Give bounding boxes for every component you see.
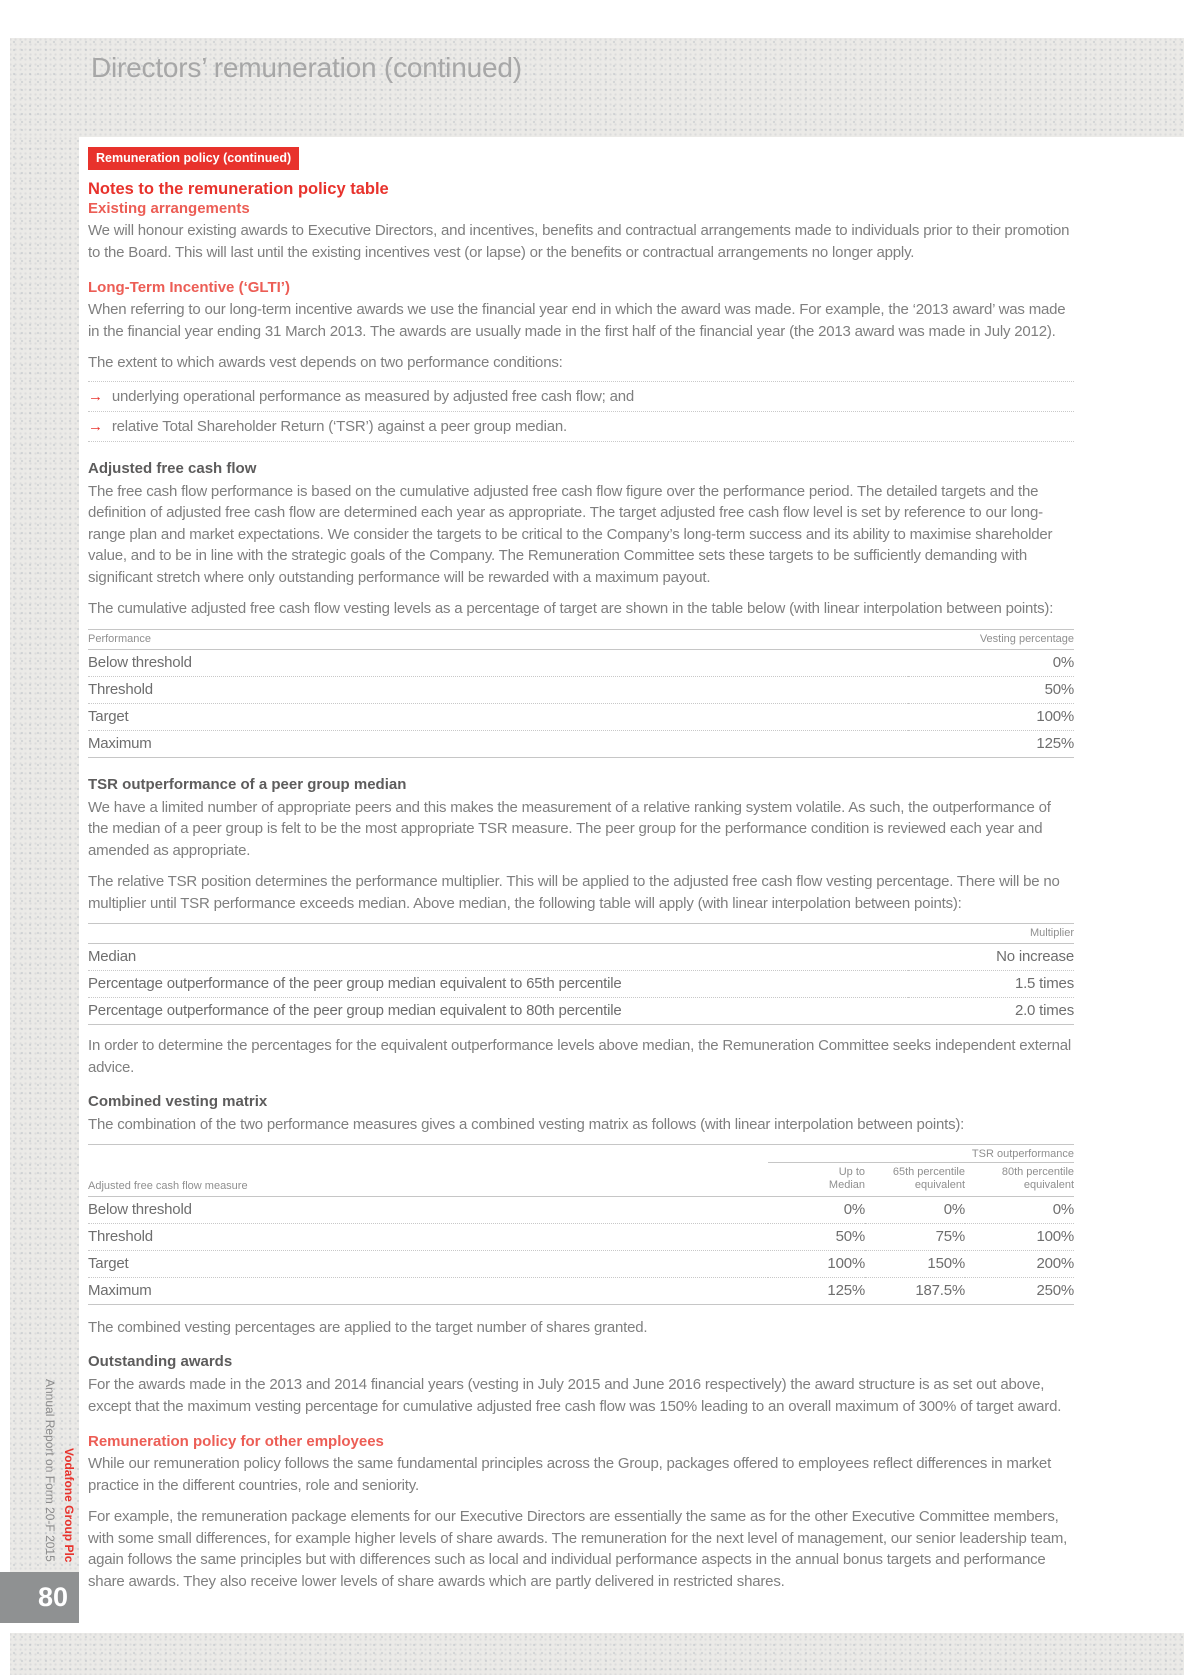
table-row bbox=[88, 1223, 1074, 1250]
arrow-bullet-icon: → bbox=[88, 387, 103, 405]
cell-value: 150% bbox=[865, 1250, 965, 1277]
bullet-text: relative Total Shareholder Return (‘TSR’) against a peer group median. bbox=[111, 417, 567, 435]
arrow-bullet-icon: → bbox=[88, 417, 103, 435]
other-employees-heading: Remuneration policy for other employees bbox=[88, 1433, 384, 1450]
list-item bbox=[88, 411, 1074, 442]
column-header: Performance bbox=[88, 629, 908, 649]
existing-arrangements-paragraph: We will honour existing awards to Executive Directors, and incentives, benefits and contractual arrangements made to individuals prior to their promotion to the Board. This will last until the existing incentives vest (or lapse) or the benefits or contractual arrangements no longer apply. bbox=[88, 222, 1070, 261]
cell-value: 0% bbox=[865, 1196, 965, 1223]
row-label: Maximum bbox=[88, 730, 908, 757]
column-header bbox=[865, 1162, 965, 1196]
table-row bbox=[88, 676, 1074, 703]
cell-value: 100% bbox=[768, 1250, 865, 1277]
table-row bbox=[88, 730, 1074, 757]
column-header-line: equivalent bbox=[914, 1178, 965, 1191]
table-row bbox=[88, 649, 1074, 676]
outstanding-awards-heading: Outstanding awards bbox=[88, 1353, 233, 1370]
content-panel bbox=[79, 137, 1184, 1633]
column-header bbox=[88, 924, 908, 944]
cell-value: 187.5% bbox=[865, 1277, 965, 1304]
empty-cell bbox=[88, 1144, 768, 1162]
row-label: Threshold bbox=[88, 676, 908, 703]
row-label: Percentage outperformance of the peer group median equivalent to 80th percentile bbox=[88, 998, 908, 1025]
column-header-line: 80th percentile bbox=[1001, 1165, 1075, 1178]
row-value: 125% bbox=[908, 730, 1074, 757]
table-row bbox=[88, 703, 1074, 730]
row-value: 100% bbox=[908, 703, 1074, 730]
tsr-paragraph-1: We have a limited number of appropriate peers and this makes the measurement of a relative ranking system volatile. As such, the outperformance of the median of a peer group is felt to be the most appropriate TSR measure. The peer group for the performance condition is reviewed each year and amended as appropriate. bbox=[88, 798, 1051, 859]
table-header-row bbox=[88, 924, 1074, 944]
notes-title: Notes to the remuneration policy table bbox=[88, 180, 389, 198]
cell-value: 200% bbox=[965, 1250, 1074, 1277]
page-background-left-margin bbox=[10, 137, 79, 1572]
cell-value: 125% bbox=[768, 1277, 865, 1304]
matrix-heading: Combined vesting matrix bbox=[88, 1093, 268, 1110]
page-background-bottom bbox=[10, 1633, 1184, 1675]
row-value: 50% bbox=[908, 676, 1074, 703]
other-employees-paragraph-2: For example, the remuneration package elements for our Executive Directors are essentially the same as for the other Executive Committee members, with some small differences, for example higher levels of share awards. The remuneration for the next level of management, our senior leadership team, again follows the same principles but with differences such as local and individual performance aspects in the annual bonus targets and performance share awards. They also receive lower levels of share awards which are partly delivered in restricted shares. bbox=[88, 1508, 1068, 1590]
vesting-percentage-table bbox=[88, 629, 1074, 758]
row-value: No increase bbox=[908, 944, 1074, 971]
section-badge: Remuneration policy (continued) bbox=[88, 147, 299, 170]
cell-value: 100% bbox=[965, 1223, 1074, 1250]
column-header: Multiplier bbox=[908, 924, 1074, 944]
glti-heading: Long-Term Incentive (‘GLTI’) bbox=[88, 279, 290, 296]
row-value: 1.5 times bbox=[908, 971, 1074, 998]
table-header-row bbox=[88, 629, 1074, 649]
tsr-paragraph-2: The relative TSR position determines the performance multiplier. This will be applied to the adjusted free cash flow vesting percentage. There will be no multiplier until TSR performance exceeds median. Above median, the following table will apply (with linear interpolation between points): bbox=[88, 873, 1060, 912]
outstanding-awards-paragraph: For the awards made in the 2013 and 2014 financial years (vesting in July 2015 and June 2016 respectively) the award structure is as set out above, except that the maximum vesting percentage for cumulative adjusted free cash flow was 150% leading to an overall maximum of 300% of target award. bbox=[88, 1376, 1062, 1415]
glti-paragraph-1: When referring to our long-term incentive awards we use the financial year end in which the award was made. For example, the ‘2013 award’ was made in the financial year ending 31 March 2013. The awards are usually made in the first half of the financial year (the 2013 award was made in July 2012). bbox=[88, 301, 1066, 340]
column-header: Vesting percentage bbox=[908, 629, 1074, 649]
row-label: Below threshold bbox=[88, 1196, 768, 1223]
column-header bbox=[965, 1162, 1074, 1196]
tsr-paragraph-3: In order to determine the percentages for the equivalent outperformance levels above median, the Remuneration Committee seeks independent external advice. bbox=[88, 1037, 1072, 1076]
cell-value: 0% bbox=[965, 1196, 1074, 1223]
other-employees-paragraph-1: While our remuneration policy follows the same fundamental principles across the Group, packages offered to employees reflect differences in market practice in the different countries, role and seniority. bbox=[88, 1455, 1052, 1494]
table-row bbox=[88, 1277, 1074, 1304]
glti-paragraph-2: The extent to which awards vest depends on two performance conditions: bbox=[88, 354, 563, 371]
content-column bbox=[88, 147, 1074, 1592]
afcf-paragraph-2: The cumulative adjusted free cash flow vesting levels as a percentage of target are shown in the table below (with linear interpolation between points): bbox=[88, 600, 1054, 617]
column-header-line: equivalent bbox=[1023, 1178, 1075, 1191]
performance-conditions-list bbox=[88, 381, 1074, 442]
tsr-heading: TSR outperformance of a peer group median bbox=[88, 775, 407, 793]
table-row bbox=[88, 1250, 1074, 1277]
page-title: Directors’ remuneration (continued) bbox=[91, 52, 522, 83]
combined-vesting-matrix-table bbox=[88, 1144, 1074, 1305]
cell-value: 50% bbox=[768, 1223, 865, 1250]
cell-value: 0% bbox=[768, 1196, 865, 1223]
table-header-row bbox=[88, 1162, 1074, 1196]
existing-arrangements-heading: Existing arrangements bbox=[88, 200, 250, 217]
row-label: Percentage outperformance of the peer group median equivalent to 65th percentile bbox=[88, 971, 908, 998]
column-header-line: Up to bbox=[838, 1165, 865, 1178]
row-label: Target bbox=[88, 1250, 768, 1277]
group-header: TSR outperformance bbox=[768, 1144, 1074, 1162]
sidebar-report-title: Annual Report on Form 20-F 2015 bbox=[43, 1379, 57, 1562]
row-label: Threshold bbox=[88, 1223, 768, 1250]
table-row bbox=[88, 944, 1074, 971]
sidebar-spine-text bbox=[36, 1376, 78, 1562]
sidebar-brand: Vodafone Group Plc bbox=[62, 1447, 76, 1562]
table-row bbox=[88, 1196, 1074, 1223]
column-header-line: Median bbox=[828, 1178, 865, 1191]
page-number-badge: 80 bbox=[0, 1572, 79, 1623]
table-group-header-row bbox=[88, 1144, 1074, 1162]
afcf-paragraph-1: The free cash flow performance is based on the cumulative adjusted free cash flow figure over the performance period. The detailed targets and the definition of adjusted free cash flow are determined each year as appropriate. The target adjusted free cash flow level is set by reference to our long-range plan and market expectations. We consider the targets to be critical to the Company’s long-term success and its ability to maximise shareholder value, and to be in line with the strategic goals of the Company. The Remuneration Committee sets these targets to be sufficiently demanding with significant stretch where only outstanding performance will be rewarded with a maximum payout. bbox=[88, 482, 1053, 586]
afcf-heading: Adjusted free cash flow bbox=[88, 459, 257, 477]
cell-value: 250% bbox=[965, 1277, 1074, 1304]
bullet-text: underlying operational performance as measured by adjusted free cash flow; and bbox=[111, 387, 635, 405]
row-label: Maximum bbox=[88, 1277, 768, 1304]
row-header-label: Adjusted free cash flow measure bbox=[88, 1162, 768, 1196]
row-value: 0% bbox=[908, 649, 1074, 676]
matrix-paragraph-2: The combined vesting percentages are applied to the target number of shares granted. bbox=[88, 1318, 648, 1336]
list-item bbox=[88, 381, 1074, 411]
cell-value: 75% bbox=[865, 1223, 965, 1250]
multiplier-table bbox=[88, 923, 1074, 1025]
column-header-line: 65th percentile bbox=[892, 1165, 965, 1178]
row-label: Below threshold bbox=[88, 649, 908, 676]
row-label: Median bbox=[88, 944, 908, 971]
table-row bbox=[88, 998, 1074, 1025]
matrix-paragraph-1: The combination of the two performance measures gives a combined vesting matrix as follows (with linear interpolation between points): bbox=[88, 1116, 965, 1133]
column-header bbox=[768, 1162, 865, 1196]
row-value: 2.0 times bbox=[908, 998, 1074, 1025]
row-label: Target bbox=[88, 703, 908, 730]
table-row bbox=[88, 971, 1074, 998]
